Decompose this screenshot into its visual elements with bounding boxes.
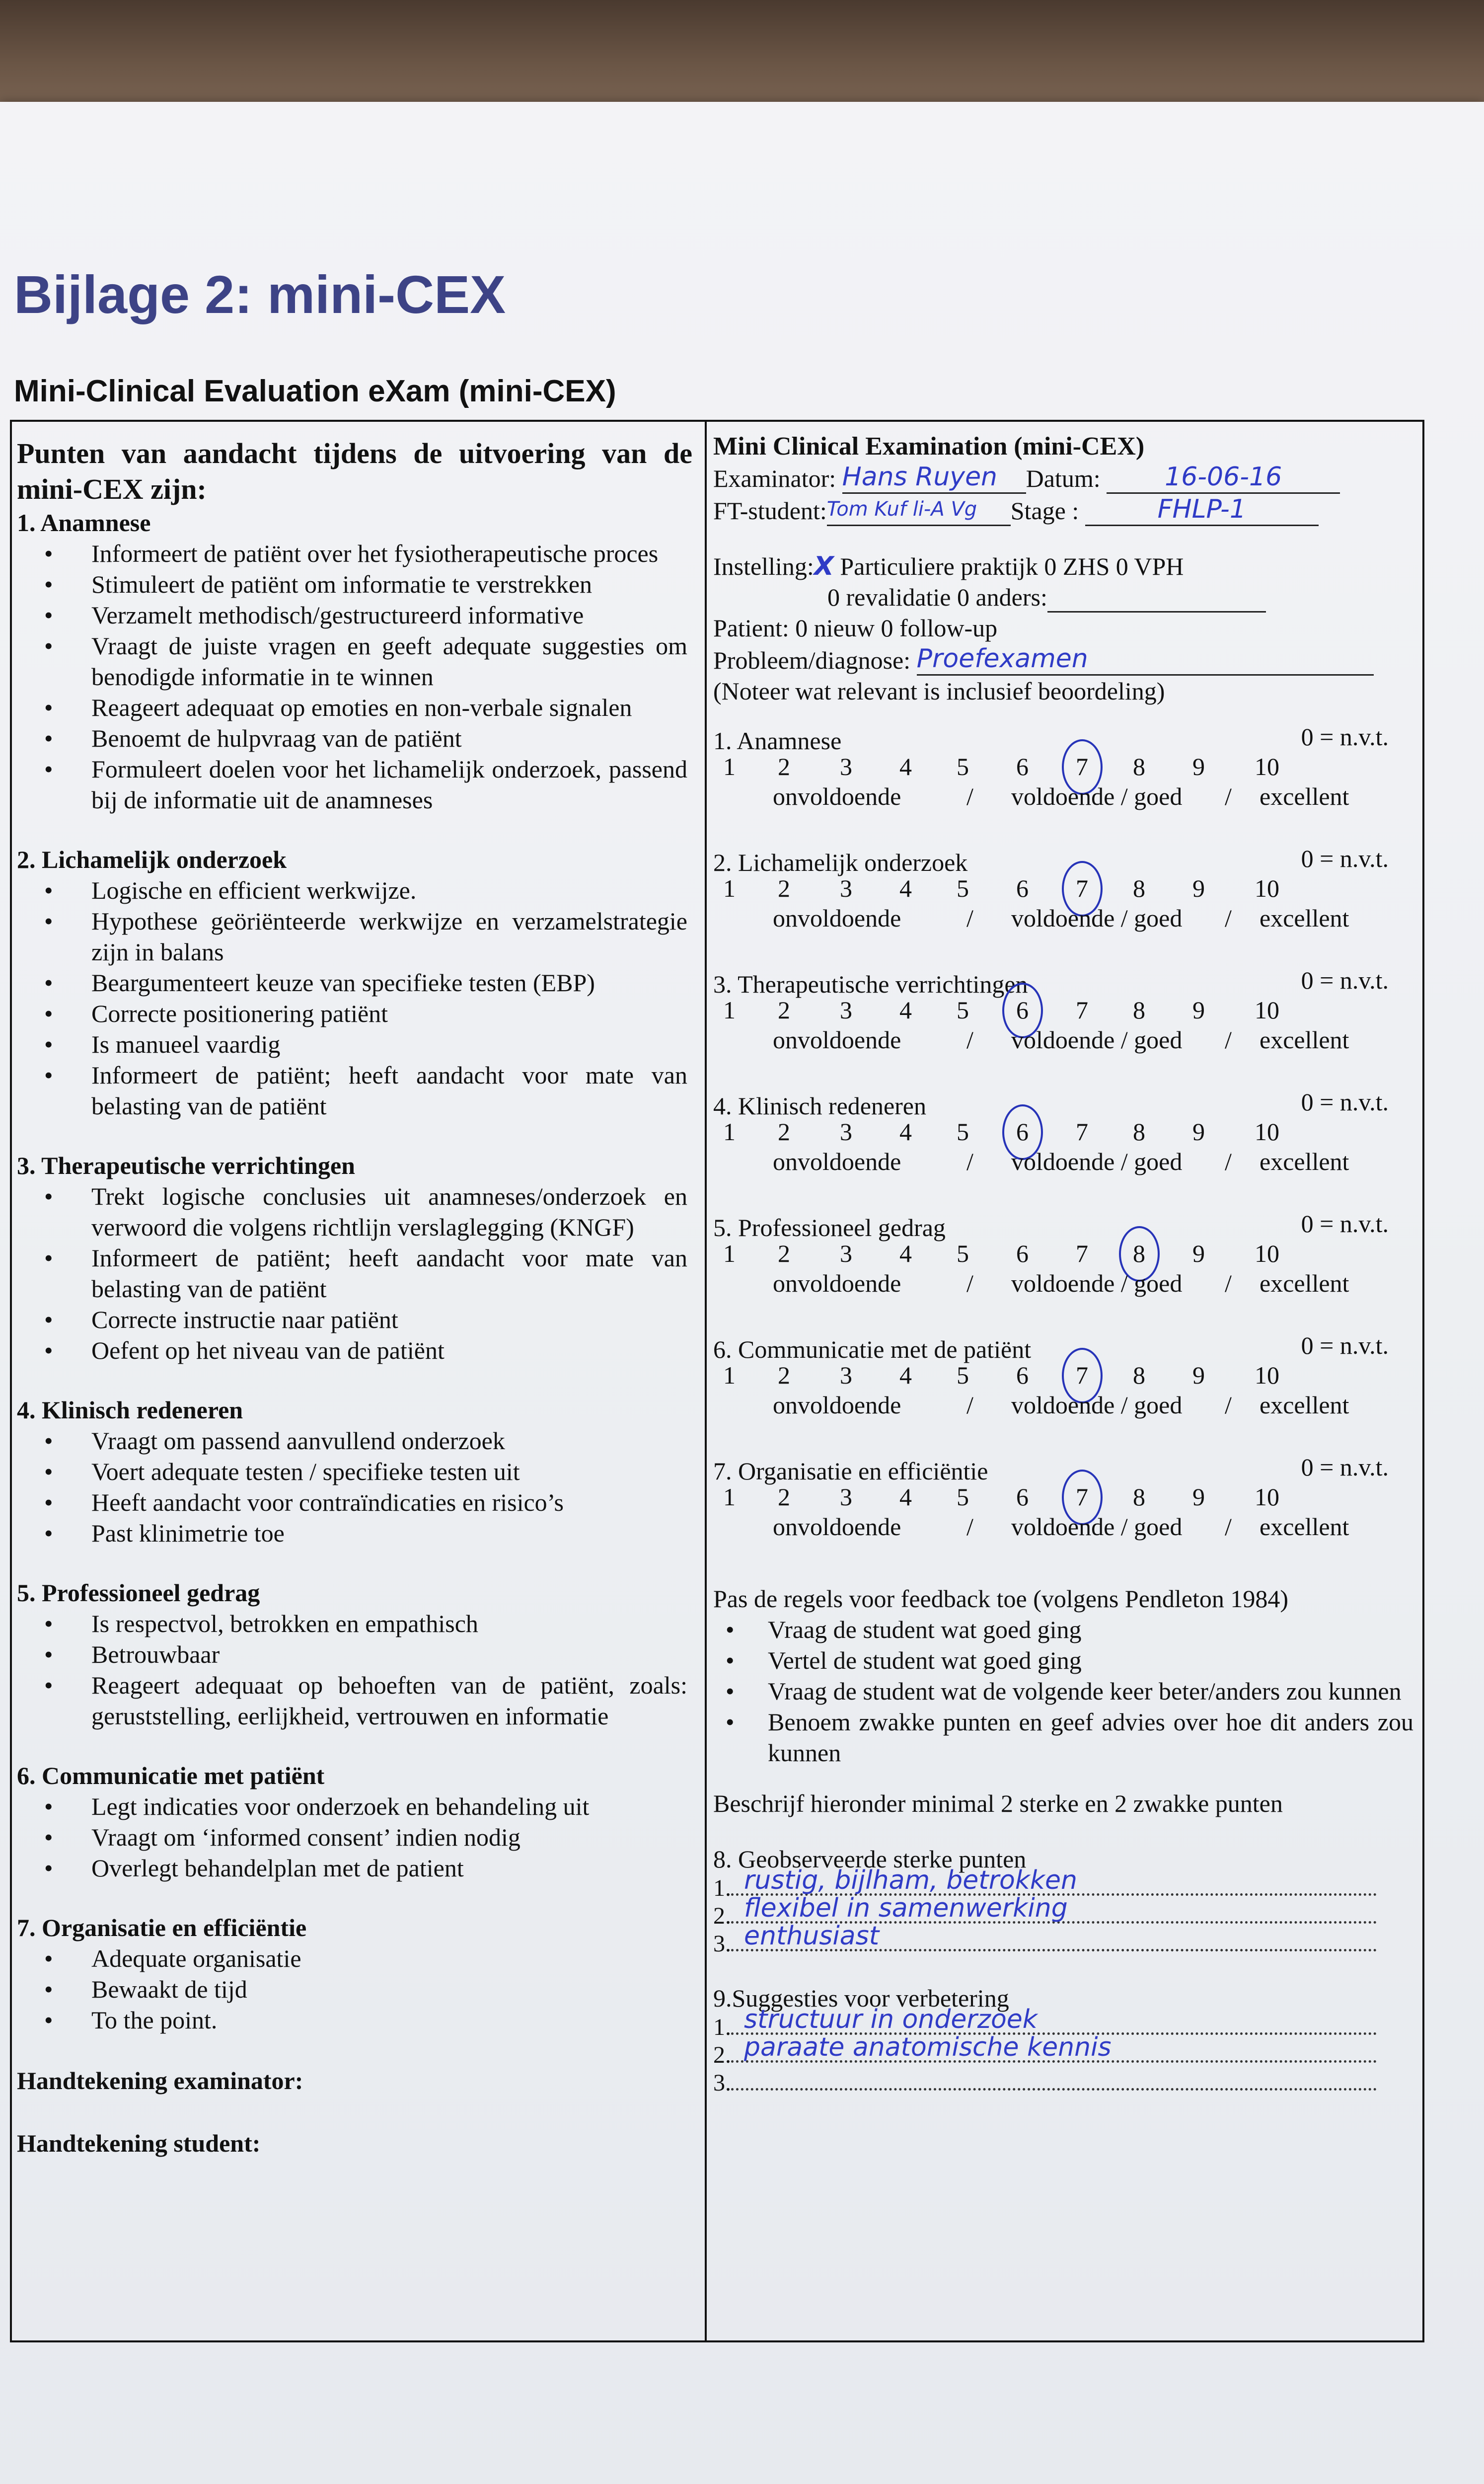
instelling-label: Instelling: (713, 552, 814, 580)
examinator-row (713, 462, 1418, 494)
line-number: 2. (713, 1903, 731, 1929)
student-field[interactable]: Tom Kuf li-A Vg (827, 494, 1011, 526)
section-items (17, 1425, 692, 1549)
datum-field[interactable]: 16-06-16 (1107, 462, 1340, 494)
noteer-text: (Noteer wat relevant is inclusief beoordeling) (713, 677, 1165, 705)
score-option-3[interactable]: 3 (840, 1361, 852, 1389)
section-items (17, 1608, 692, 1731)
probleem-row (713, 643, 1418, 676)
score-row (713, 1331, 1418, 1457)
attention-sections (17, 507, 692, 2035)
list-item: • Logische en efficient werkwijze. (17, 875, 692, 906)
score-nvt: 0 = n.v.t. (1301, 723, 1389, 751)
dotted-line[interactable] (731, 2073, 1377, 2091)
score-nvt: 0 = n.v.t. (1301, 845, 1389, 872)
score-nvt: 0 = n.v.t. (1301, 1331, 1389, 1359)
desk-background-top (0, 0, 1484, 119)
score-option-8[interactable]: 8 (1133, 996, 1145, 1024)
examinator-field[interactable]: Hans Ruyen (842, 462, 1026, 494)
scale-excellent: excellent (1260, 1391, 1349, 1419)
handwritten-note: paraate anatomische kennis (744, 2032, 1112, 2062)
list-item: • Vraagt om ‘informed consent’ indien nodig (17, 1822, 692, 1853)
score-row (713, 845, 1418, 970)
signature-examinator-label: Handtekening examinator: (17, 2067, 303, 2095)
score-option-3[interactable]: 3 (840, 1118, 852, 1146)
score-nvt: 0 = n.v.t. (1301, 1453, 1389, 1481)
section-items (17, 875, 692, 1121)
write-in-line (713, 2069, 1418, 2097)
handwritten-note: rustig, bijlham, betrokken (744, 1865, 1077, 1895)
section-items (17, 1791, 692, 1883)
score-option-1[interactable]: 1 (723, 1361, 736, 1389)
list-item: • Overlegt behandelplan met de patient (17, 1853, 692, 1883)
stage-label: Stage : (1010, 497, 1079, 525)
score-row (713, 1453, 1418, 1578)
section-spacer (17, 1883, 692, 1912)
score-option-9[interactable]: 9 (1192, 1118, 1205, 1146)
score-row (713, 966, 1418, 1091)
scale-sep: / (1225, 1026, 1232, 1054)
scale-sep: / (1225, 1269, 1232, 1297)
list-item: • Is respectvol, betrokken en empathisch (17, 1608, 692, 1639)
score-option-1[interactable]: 1 (723, 753, 736, 780)
section-spacer (17, 1366, 692, 1395)
datum-label: Datum: (1026, 465, 1101, 492)
section-heading: 2. Lichamelijk onderzoek (17, 846, 287, 873)
score-option-4[interactable]: 4 (899, 1361, 912, 1389)
score-option-10[interactable]: 10 (1255, 753, 1279, 780)
list-item: • Trekt logische conclusies uit anamneses/onderzoek en verwoord die volgens richtlijn verslaglegging (KNGF) (17, 1181, 692, 1242)
scale-onvoldoende: onvoldoende (773, 1026, 901, 1054)
score-option-3[interactable]: 3 (840, 874, 852, 902)
scale-onvoldoende: onvoldoende (773, 782, 901, 810)
scale-onvoldoende: onvoldoende (773, 1148, 901, 1175)
scale-excellent: excellent (1260, 1026, 1349, 1054)
score-nvt: 0 = n.v.t. (1301, 966, 1389, 994)
scale-sep: / (1225, 1148, 1232, 1175)
section-spacer (17, 1731, 692, 1760)
score-option-6[interactable]: 6 (1016, 1118, 1029, 1146)
list-item: • Vraagt om passend aanvullend onderzoek (17, 1425, 692, 1456)
score-option-7[interactable]: 7 (1076, 1240, 1088, 1267)
score-label: 1. Anamnese (713, 727, 842, 755)
score-row (713, 1088, 1418, 1213)
score-nvt: 0 = n.v.t. (1301, 1210, 1389, 1238)
patient-options: Patient: 0 nieuw 0 follow-up (713, 614, 998, 642)
section-spacer (17, 815, 692, 844)
score-option-6[interactable]: 6 (1016, 753, 1029, 780)
section-items (17, 1943, 692, 2035)
form-subtitle: Mini-Clinical Evaluation eXam (mini-CEX) (14, 374, 616, 408)
score-option-9[interactable]: 9 (1192, 874, 1205, 902)
scale-sep: / (966, 1513, 973, 1541)
list-item: • Betrouwbaar (17, 1639, 692, 1670)
instelling-row (713, 551, 1418, 582)
score-option-5[interactable]: 5 (957, 753, 969, 780)
probleem-field[interactable]: Proefexamen (917, 643, 1374, 676)
noteer-row (713, 676, 1418, 706)
scale-sep: / (966, 782, 973, 810)
score-option-3[interactable]: 3 (840, 996, 852, 1024)
score-option-5[interactable]: 5 (957, 874, 969, 902)
score-option-2[interactable]: 2 (778, 753, 790, 780)
score-row (713, 1210, 1418, 1335)
score-option-7[interactable]: 7 (1076, 753, 1088, 780)
score-option-2[interactable]: 2 (778, 1361, 790, 1389)
score-option-7[interactable]: 7 (1076, 1118, 1088, 1146)
score-option-10[interactable]: 10 (1255, 1118, 1279, 1146)
section-heading: 3. Therapeutische verrichtingen (17, 1152, 355, 1179)
list-item: • Correcte positionering patiënt (17, 998, 692, 1029)
list-item: • Verzamelt methodisch/gestructureerd informative (17, 600, 692, 630)
score-option-4[interactable]: 4 (899, 874, 912, 902)
feedback-intro: Pas de regels voor feedback toe (volgens Pendleton 1984) (713, 1585, 1289, 1613)
score-option-7[interactable]: 7 (1076, 1361, 1088, 1389)
score-option-10[interactable]: 10 (1255, 1240, 1279, 1267)
score-nvt: 0 = n.v.t. (1301, 1088, 1389, 1116)
scale-sep: / (966, 1148, 973, 1175)
list-item: • Past klinimetrie toe (17, 1518, 692, 1549)
score-option-7[interactable]: 7 (1076, 1483, 1088, 1511)
score-option-5[interactable]: 5 (957, 1483, 969, 1511)
feedback-rule: • Benoem zwakke punten en geef advies over hoe dit anders zou kunnen (713, 1707, 1418, 1768)
scale-excellent: excellent (1260, 1513, 1349, 1541)
score-option-10[interactable]: 10 (1255, 996, 1279, 1024)
scale-voldoende: voldoende / goed (1011, 782, 1183, 810)
score-option-8[interactable]: 8 (1133, 874, 1145, 902)
suggesties-heading: 9.Suggesties voor verbetering (713, 1984, 1009, 2012)
score-option-4[interactable]: 4 (899, 1240, 912, 1267)
scale-excellent: excellent (1260, 904, 1349, 932)
handwritten-note: flexibel in samenwerking (744, 1893, 1068, 1923)
list-item: • Hypothese geöriënteerde werkwijze en verzamelstrategie zijn in balans (17, 906, 692, 967)
student-row (713, 494, 1418, 526)
beschrijf-instruction: Beschrijf hieronder minimal 2 sterke en 2 zwakke punten (713, 1789, 1283, 1817)
score-option-4[interactable]: 4 (899, 1483, 912, 1511)
score-option-4[interactable]: 4 (899, 996, 912, 1024)
list-item: • Bewaakt de tijd (17, 1974, 692, 2005)
score-option-2[interactable]: 2 (778, 874, 790, 902)
scale-onvoldoende: onvoldoende (773, 904, 901, 932)
score-label: 3. Therapeutische verrichtingen (713, 970, 1028, 998)
score-option-9[interactable]: 9 (1192, 1361, 1205, 1389)
scale-voldoende: voldoende / goed (1011, 1148, 1183, 1175)
score-label: 7. Organisatie en efficiëntie (713, 1457, 988, 1485)
feedback-rule: • Vraag de student wat de volgende keer beter/anders zou kunnen (713, 1676, 1418, 1707)
student-label: FT-student: (713, 497, 827, 525)
score-label: 4. Klinisch redeneren (713, 1092, 927, 1120)
list-item: • Reageert adequaat op emoties en non-verbale signalen (17, 692, 692, 723)
suggesties-list (713, 2005, 1418, 2097)
score-option-6[interactable]: 6 (1016, 996, 1029, 1024)
scale-sep: / (1225, 1513, 1232, 1541)
stage-field[interactable]: FHLP-1 (1085, 494, 1319, 526)
scale-excellent: excellent (1260, 1148, 1349, 1175)
evaluation-table (10, 420, 1424, 2342)
score-option-1[interactable]: 1 (723, 996, 736, 1024)
score-option-9[interactable]: 9 (1192, 1483, 1205, 1511)
score-option-4[interactable]: 4 (899, 1118, 912, 1146)
list-item: • Informeert de patiënt; heeft aandacht voor mate van belasting van de patiënt (17, 1242, 692, 1304)
list-item: • Voert adequate testen / specifieke testen uit (17, 1456, 692, 1487)
instelling-row-2 (713, 582, 1418, 613)
score-option-6[interactable]: 6 (1016, 1240, 1029, 1267)
feedback-rule: • Vraag de student wat goed ging (713, 1614, 1418, 1645)
score-option-7[interactable]: 7 (1076, 996, 1088, 1024)
score-option-8[interactable]: 8 (1133, 1483, 1145, 1511)
score-option-1[interactable]: 1 (723, 1240, 736, 1267)
scale-voldoende: voldoende / goed (1011, 904, 1183, 932)
score-label: 2. Lichamelijk onderzoek (713, 849, 968, 876)
score-option-4[interactable]: 4 (899, 753, 912, 780)
scale-sep: / (1225, 782, 1232, 810)
attention-points-intro: Punten van aandacht tijdens de uitvoering van de mini-CEX zijn: (17, 437, 692, 505)
score-option-8[interactable]: 8 (1133, 1118, 1145, 1146)
scale-excellent: excellent (1260, 1269, 1349, 1297)
instelling-checkmark[interactable]: X (814, 551, 834, 581)
examinator-label: Examinator: (713, 465, 836, 492)
feedback-rule: • Vertel de student wat goed ging (713, 1645, 1418, 1676)
list-item: • Benoemt de hulpvraag van de patiënt (17, 723, 692, 754)
sterke-punten-list (713, 1865, 1418, 1958)
section-heading: 5. Professioneel gedrag (17, 1579, 260, 1607)
score-option-9[interactable]: 9 (1192, 753, 1205, 780)
list-item: • Vraagt de juiste vragen en geeft adequate suggesties om benodigde informatie in te winnen (17, 630, 692, 692)
score-option-10[interactable]: 10 (1255, 1483, 1279, 1511)
scale-voldoende: voldoende / goed (1011, 1026, 1183, 1054)
line-number: 3. (713, 1931, 731, 1957)
score-option-9[interactable]: 9 (1192, 996, 1205, 1024)
patient-row (713, 613, 1418, 643)
scale-voldoende: voldoende / goed (1011, 1513, 1183, 1541)
list-item: • Stimuleert de patiënt om informatie te verstrekken (17, 569, 692, 600)
scale-sep: / (966, 904, 973, 932)
instelling-options-1: Particuliere praktijk 0 ZHS 0 VPH (840, 552, 1184, 580)
write-in-line (713, 1921, 1418, 1958)
handwritten-note: enthusiast (744, 1921, 880, 1951)
score-option-1[interactable]: 1 (723, 1483, 736, 1511)
score-list (713, 723, 1418, 1578)
handwritten-note: structuur in onderzoek (744, 2005, 1038, 2034)
instelling-options-2: 0 revalidatie 0 anders: (827, 583, 1047, 611)
scale-onvoldoende: onvoldoende (773, 1513, 901, 1541)
score-label: 5. Professioneel gedrag (713, 1214, 946, 1242)
score-row (713, 723, 1418, 848)
section-heading: 7. Organisatie en efficiëntie (17, 1914, 307, 1941)
section-heading: 1. Anamnese (17, 509, 151, 537)
list-item: • To the point. (17, 2005, 692, 2035)
score-option-10[interactable]: 10 (1255, 874, 1279, 902)
score-option-2[interactable]: 2 (778, 1483, 790, 1511)
score-option-6[interactable]: 6 (1016, 1361, 1029, 1389)
probleem-label: Probleem/diagnose: (713, 646, 911, 674)
list-item: • Adequate organisatie (17, 1943, 692, 1974)
score-option-5[interactable]: 5 (957, 1240, 969, 1267)
list-item: • Reageert adequaat op behoeften van de patiënt, zoals: geruststelling, eerlijkheid, vertrouwen en informatie (17, 1670, 692, 1731)
score-option-9[interactable]: 9 (1192, 1240, 1205, 1267)
scale-voldoende: voldoende / goed (1011, 1269, 1183, 1297)
page-title: Bijlage 2: mini-CEX (14, 264, 506, 324)
score-option-2[interactable]: 2 (778, 1118, 790, 1146)
list-item: • Oefent op het niveau van de patiënt (17, 1335, 692, 1366)
score-option-3[interactable]: 3 (840, 753, 852, 780)
list-item: • Beargumenteert keuze van specifieke testen (EBP) (17, 967, 692, 998)
score-option-3[interactable]: 3 (840, 1483, 852, 1511)
line-number: 3. (713, 2070, 731, 2096)
scale-sep: / (966, 1391, 973, 1419)
attention-points-column (17, 436, 692, 2159)
score-option-5[interactable]: 5 (957, 1118, 969, 1146)
signature-student-label: Handtekening student: (17, 2129, 261, 2157)
feedback-rules (713, 1614, 1418, 1768)
scale-sep: / (1225, 1391, 1232, 1419)
assessment-column (713, 432, 1418, 2097)
score-option-1[interactable]: 1 (723, 874, 736, 902)
score-option-2[interactable]: 2 (778, 1240, 790, 1267)
score-option-8[interactable]: 8 (1133, 753, 1145, 780)
score-label: 6. Communicatie met de patiënt (713, 1335, 1032, 1363)
list-item: • Correcte instructie naar patiënt (17, 1304, 692, 1335)
score-option-10[interactable]: 10 (1255, 1361, 1279, 1389)
scale-onvoldoende: onvoldoende (773, 1269, 901, 1297)
list-item: • Is manueel vaardig (17, 1029, 692, 1060)
scale-sep: / (966, 1026, 973, 1054)
anders-field[interactable] (1047, 591, 1266, 613)
score-option-1[interactable]: 1 (723, 1118, 736, 1146)
scale-voldoende: voldoende / goed (1011, 1391, 1183, 1419)
scale-onvoldoende: onvoldoende (773, 1391, 901, 1419)
list-item: • Heeft aandacht voor contraïndicaties en risico’s (17, 1487, 692, 1518)
score-option-8[interactable]: 8 (1133, 1240, 1145, 1267)
section-items (17, 1181, 692, 1366)
column-divider (705, 422, 707, 2340)
scale-sep: / (1225, 904, 1232, 932)
score-option-6[interactable]: 6 (1016, 874, 1029, 902)
scale-excellent: excellent (1260, 782, 1349, 810)
score-option-2[interactable]: 2 (778, 996, 790, 1024)
list-item: • Informeert de patiënt; heeft aandacht voor mate van belasting van de patiënt (17, 1060, 692, 1121)
section-items (17, 538, 692, 815)
score-option-3[interactable]: 3 (840, 1240, 852, 1267)
score-option-5[interactable]: 5 (957, 996, 969, 1024)
line-number: 1. (713, 1875, 731, 1901)
section-heading: 4. Klinisch redeneren (17, 1396, 243, 1424)
score-option-8[interactable]: 8 (1133, 1361, 1145, 1389)
score-option-5[interactable]: 5 (957, 1361, 969, 1389)
section-heading: 6. Communicatie met patiënt (17, 1762, 325, 1789)
assessment-heading: Mini Clinical Examination (mini-CEX) (713, 432, 1145, 461)
score-option-6[interactable]: 6 (1016, 1483, 1029, 1511)
line-number: 1. (713, 2014, 731, 2040)
score-option-7[interactable]: 7 (1076, 874, 1088, 902)
line-number: 2. (713, 2042, 731, 2068)
section-spacer (17, 1121, 692, 1150)
sterke-punten-heading: 8. Geobserveerde sterke punten (713, 1845, 1027, 1873)
scale-sep: / (966, 1269, 973, 1297)
list-item: • Legt indicaties voor onderzoek en behandeling uit (17, 1791, 692, 1822)
write-in-line (713, 2032, 1418, 2069)
list-item: • Informeert de patiënt over het fysiotherapeutische proces (17, 538, 692, 569)
section-spacer (17, 1549, 692, 1577)
feedback-section (713, 1583, 1418, 2097)
list-item: • Formuleert doelen voor het lichamelijk onderzoek, passend bij de informatie uit de anamneses (17, 754, 692, 815)
